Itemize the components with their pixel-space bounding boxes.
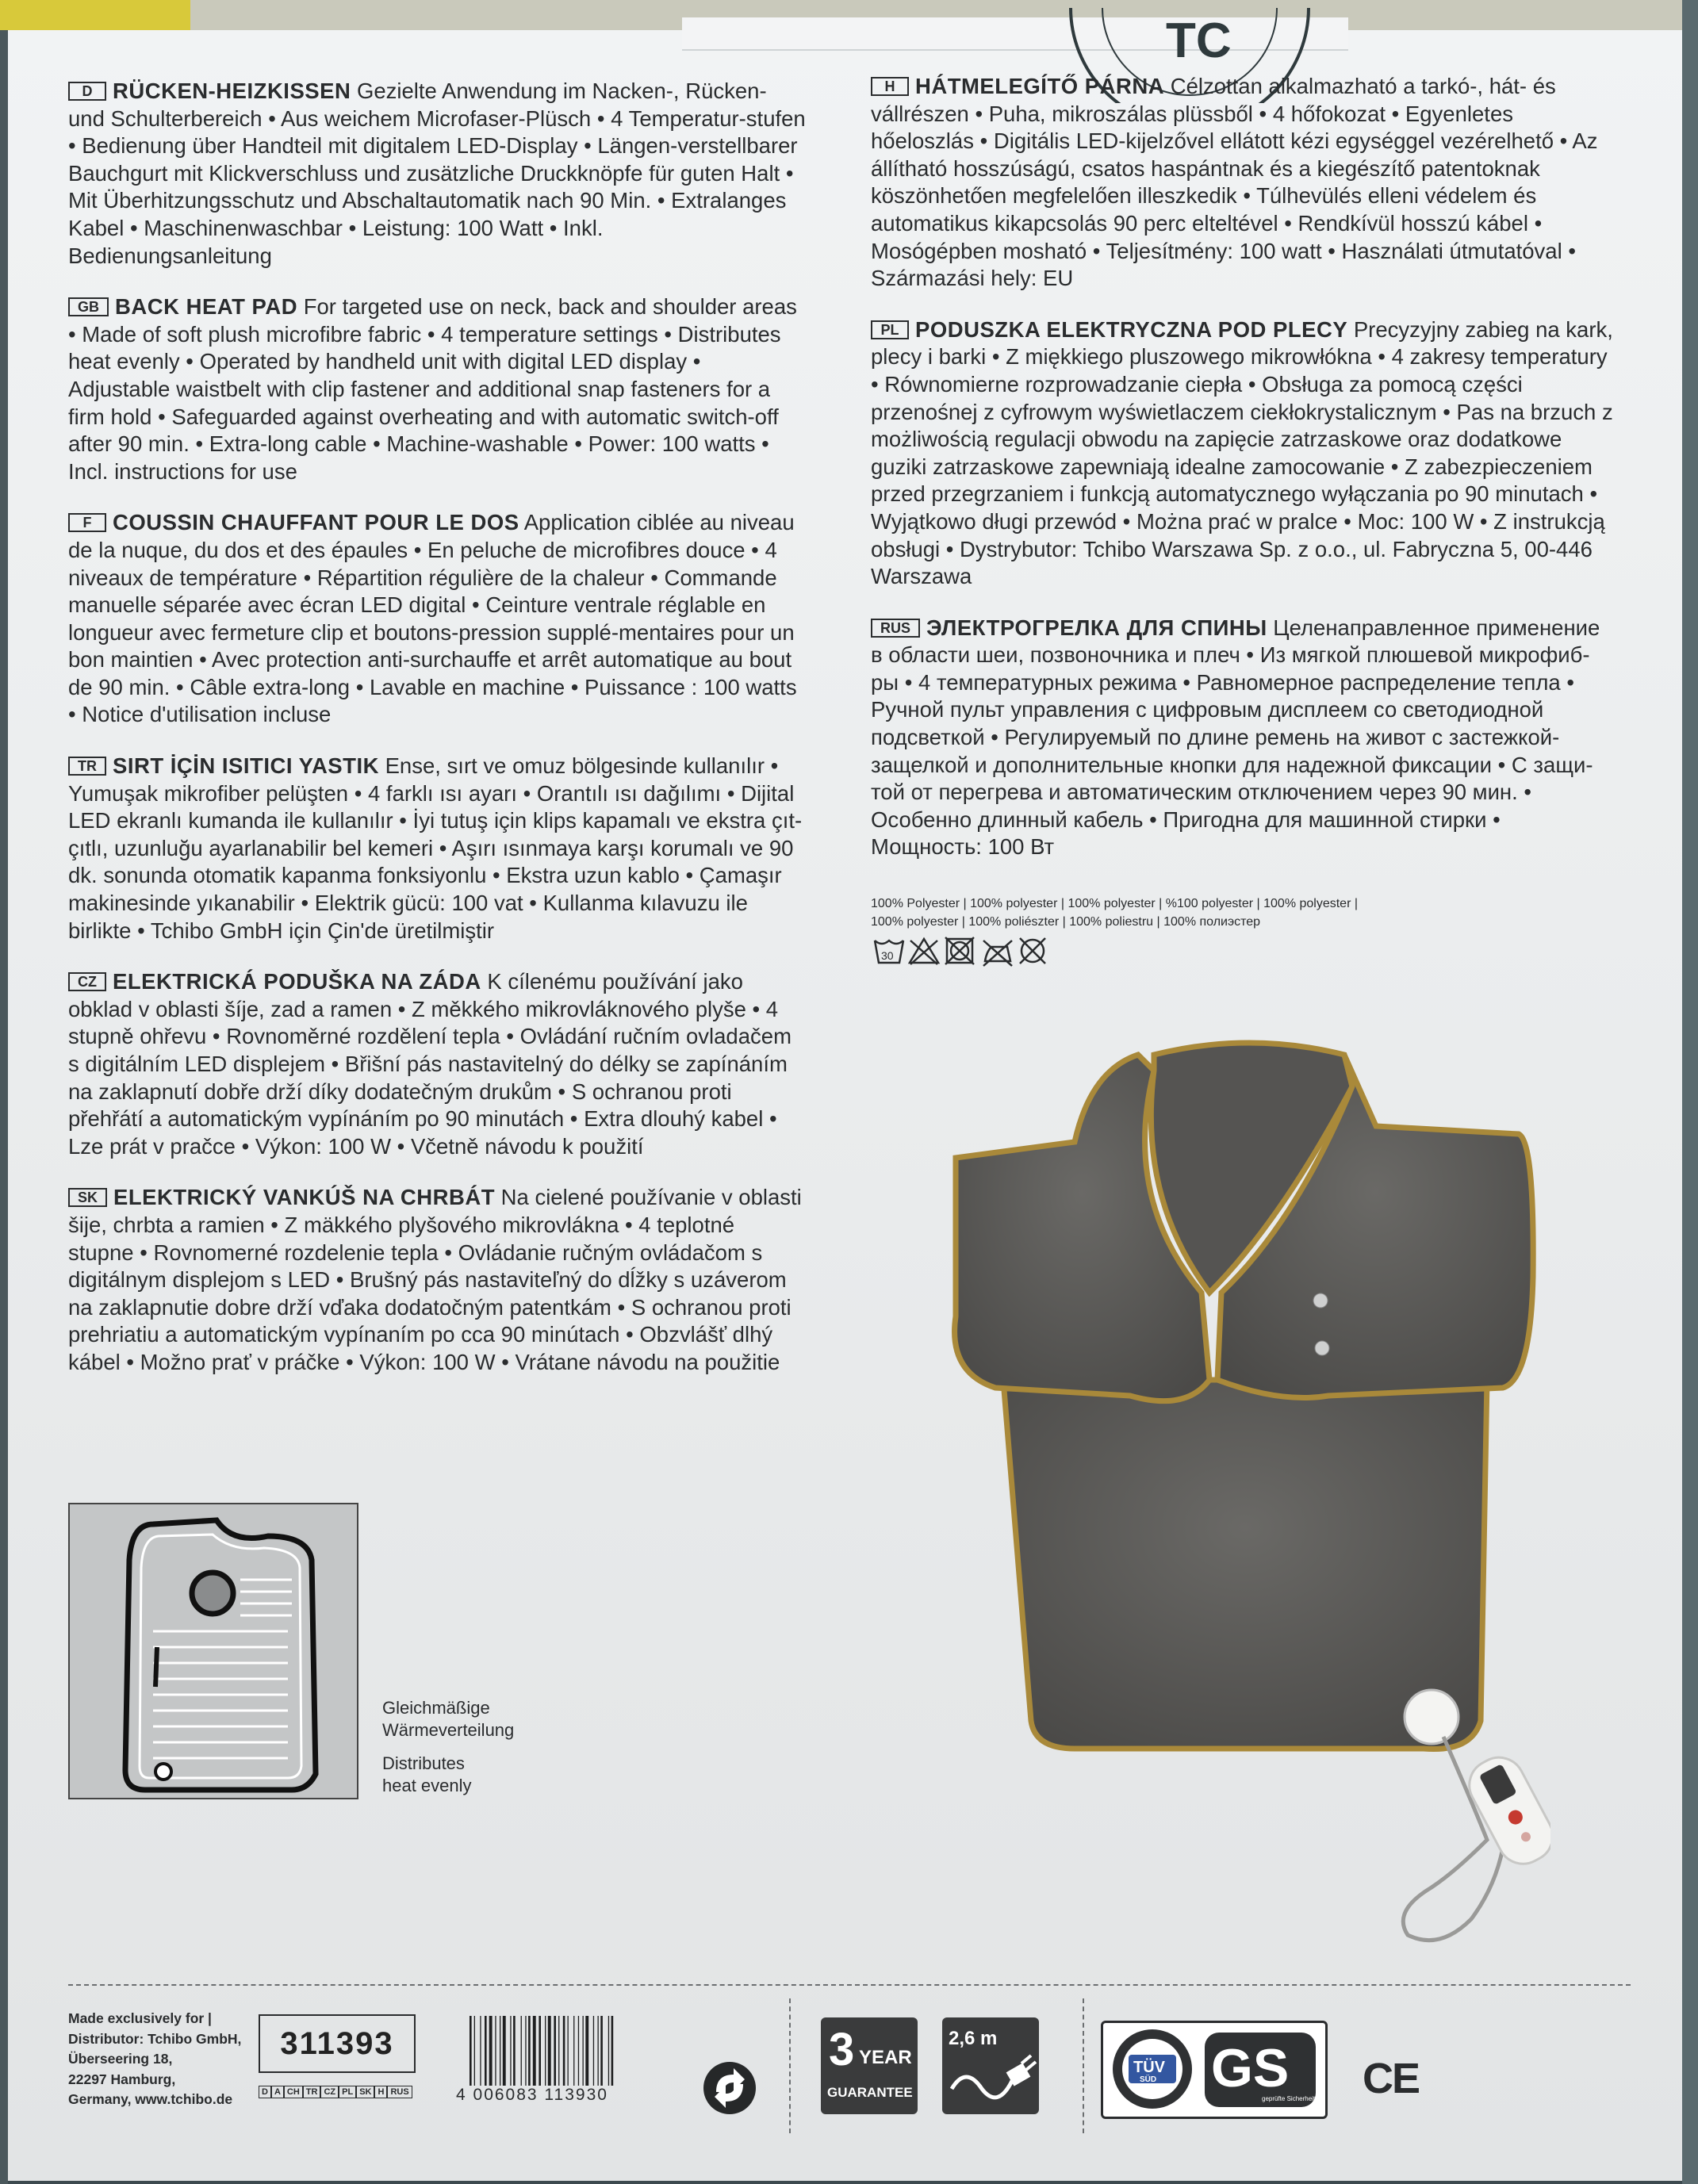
barcode-bar: [585, 2016, 588, 2086]
barcode-bar: [533, 2016, 536, 2086]
section-body: Ense, sırt ve omuz bölgesinde kullanılır • Yumuşak mikrofiber pelüşten • 4 farklı ısı ayarı • Orantılı ısı dağılımı • Dijital LED ekranlı kumanda ile kullanılır • İyi tutuş için klips kapamalı ve ekstra çıt-çıtlı, uzunluğu ayarlanabilir bel kemeri • Aşırı ısınmaya karşı korumalı ve 90 dk. sonunda otomatik kapanma fonksiyonlu • Ekstra uzun kablo • Çamaşır makinesinde yıkanabilir • Elektrik gücü: 100 vat • Kullanma kılavuzu ile birlikte • Tchibo GmbH için Çin'de üretilmiştir: [68, 753, 803, 943]
section-gb: [68, 293, 806, 485]
language-code-box: A: [271, 2086, 284, 2098]
heat-distribution-diagram: [68, 1503, 358, 1799]
lang-tag: H: [871, 77, 909, 96]
address-line: Distributor: Tchibo GmbH,: [68, 2030, 242, 2047]
language-code-box: H: [374, 2086, 387, 2098]
fiber-line-1: 100% Polyester | 100% polyester | 100% polyester | %100 polyester | 100% polyester |: [871, 897, 1359, 910]
barcode-bar: [513, 2016, 516, 2086]
cable-length-badge: [942, 2017, 1039, 2114]
svg-text:30: 30: [881, 949, 894, 962]
barcode-bar: [608, 2016, 609, 2086]
barcode-number: 4 006083 113930: [456, 2086, 608, 2104]
no-bleach-icon: [910, 939, 938, 964]
barcode-bar: [563, 2016, 565, 2086]
section-sk: [68, 1184, 806, 1376]
guarantee-badge: [821, 2017, 918, 2114]
barcode-bar: [528, 2016, 531, 2086]
tuv-label: TÜV: [1133, 2059, 1165, 2076]
barcode-bar: [548, 2016, 551, 2086]
section-body: Célzottan alkalmazható a tarkó-, hát- és vállrészen • Puha, mikroszálas plüssből • 4 hőfokozat • Egyenletes hőeloszlás • Digitális LED-kijelzővel ellátott kézi egységgel vezérelhető • Az állítható hosszúságú, csatos haspántnak és a kiegészítő patentoknak köszönhetően megfelelően illeszkedik • Túlhevülés elleni védelem és automatikus kikapcsolás 90 perc elteltével • Rendkívül hosszú kábel • Mosógépben mosható • Teljesítmény: 100 watt • Használati útmutatóval • Származási hely: EU: [871, 74, 1598, 291]
cable-length: 2,6 m: [949, 2028, 998, 2049]
guarantee-year: YEAR: [859, 2047, 912, 2068]
guarantee-number: 3: [829, 2024, 855, 2075]
caption-en-line-2: heat evenly: [382, 1776, 472, 1795]
footer-divider: [68, 1984, 1631, 1986]
barcode-bar: [489, 2016, 493, 2086]
box-top-yellow-strip: [0, 0, 190, 30]
language-codes: [259, 2086, 412, 2098]
barcode-bar: [525, 2016, 526, 2086]
pad-back-panel: [1003, 1380, 1487, 1749]
section-body: K cílenému používání jako obklad v oblasti šíje, zad a ramen • Z měkkého mikrovláknového plyše • 4 stupně ohřevu • Rovnoměrné rozdělení tepla • Ovládání ručním ovladačem s digitálním LED displejem • Břišní pás nastavitelný do délky se zapínáním na zaklapnutí dobře drží díky dodatečným drukům • S ochranou proti přehřátí a automatickým vypínáním po 90 minutách • Extra dlouhý kabel • Lze prát v pračce • Výkon: 100 W • Včetně návodu k použití: [68, 969, 792, 1159]
barcode-bar: [510, 2016, 511, 2086]
heat-pad-outline-icon: [70, 1504, 357, 1798]
barcode-bar: [485, 2016, 487, 2086]
section-ru: [871, 615, 1616, 861]
wash-30-icon: [875, 941, 903, 963]
barcode-bar: [568, 2016, 569, 2086]
address-line: Germany, www.tchibo.de: [68, 2091, 233, 2107]
caption-en-line-1: Distributes: [382, 1753, 465, 1773]
barcode-bar: [600, 2016, 603, 2086]
no-iron-icon: [983, 941, 1012, 966]
care-symbols: [872, 936, 1055, 967]
heat-pad-product-image: [948, 1039, 1550, 1951]
snap-button-1: [1313, 1293, 1328, 1308]
barcode-bar: [480, 2016, 481, 2086]
section-body: Na cielené používanie v oblasti šije, chrbta a ramien • Z mäkkého plyšového mikrovlákna • 4 teplotné stupne • Rovnomerné rozdelenie tepla • Ovládanie ručným ovládačom s digitálnym displejom s LED • Brušný pás nastaviteľný do dĺžky s uzáverom na zaklapnutie dobre drží vďaka dodatočným patentkám • S ochranou proti prehriatiu a automatickým vypínaním po cca 90 minútach • Obzvlášť dlhý kábel • Možno prať v práčke • Výkon: 100 W • Vrátane návodu na použitie: [68, 1185, 802, 1374]
lang-tag: PL: [871, 320, 909, 339]
section-title: RÜCKEN-HEIZKISSEN: [113, 79, 351, 103]
guarantee-icon: [821, 2017, 918, 2114]
barcode-bar: [474, 2016, 475, 2086]
section-body: Precyzyjny zabieg na kark, plecy i barki • Z miękkiego pluszowego mikrowłókna • 4 zakresy temperatury • Równomierne rozprowadzanie ciepła • Obsługa za pomocą części przenośnej z cyfrowym wyświetlaczem ciekłokrystalicznym • Pas na brzuch z możliwością regulacji obwodu na zapięcie zatrzaskowe oraz dodatkowe guziki zatrzaskowe zapewniają idealne zamocowanie • Z zabezpieczeniem przed przegrzaniem i funkcją automatycznego wyłączania po 90 minutach • Wyjątkowo długi przewód • Można prać w pralce • Moc: 100 W • Z instrukcją obsługi • Dystrybutor: Tchibo Warszawa Sp. z o.o., ul. Fabryczna 5, 00-446 Warszawa: [871, 316, 1613, 589]
section-title: COUSSIN CHAUFFANT POUR LE DOS: [113, 510, 519, 535]
lang-tag: SK: [68, 1188, 107, 1207]
section-hu: [871, 73, 1616, 293]
box-flap-1: [682, 17, 1015, 51]
address-line: 22297 Hamburg,: [68, 2071, 176, 2087]
section-de: [68, 78, 806, 270]
section-pl: [871, 316, 1616, 591]
svg-text:TC: TC: [1166, 13, 1232, 68]
lang-tag: GB: [68, 297, 109, 316]
cable-connector: [1405, 1690, 1458, 1744]
text-column-right: [871, 73, 1616, 885]
plug-icon: [942, 2017, 1039, 2114]
language-code-box: CZ: [320, 2086, 339, 2098]
barcode-bar: [521, 2016, 522, 2086]
lang-tag: CZ: [68, 972, 106, 991]
section-fr: [68, 509, 806, 729]
box-right-edge: [1682, 0, 1698, 2184]
section-title: ЭЛЕКТРОГРЕЛКА ДЛЯ СПИНЫ: [926, 615, 1267, 640]
gs-label: GS: [1211, 2038, 1290, 2098]
section-title: ELEKTRICKÝ VANKÚŠ NA CHRBÁT: [113, 1185, 496, 1210]
language-code-box: PL: [339, 2086, 356, 2098]
article-number: 311393: [259, 2014, 416, 2073]
caption-de-line-1: Gleichmäßige: [382, 1698, 490, 1718]
barcode-bar: [573, 2016, 574, 2086]
distributor-address: [68, 2009, 241, 2110]
lang-tag: F: [68, 513, 106, 532]
ce-mark: CE: [1363, 2055, 1420, 2102]
barcode-bar: [583, 2016, 584, 2086]
section-body: Application ciblée au niveau de la nuque, du dos et des épaules • En peluche de microfibres douce • 4 niveaux de température • Répartition régulière de la chaleur • Commande manuelle séparée avec écran LED digital • Ceinture ventrale réglable en longueur avec fermeture clip et boutons-pression supplé-mentaires pour un bon maintien • Avec protection anti-surchauffe et arrêt automatique au bout de 90 min. • Câble extra-long • Lavable en machine • Puissance : 100 watts • Notice d'utilisation incluse: [68, 510, 797, 727]
caption-en: [382, 1753, 472, 1797]
section-tr: [68, 753, 806, 944]
barcode: [468, 2016, 650, 2086]
language-code-box: CH: [284, 2086, 303, 2098]
barcode-bar: [611, 2016, 614, 2086]
tuv-sub: SÜD: [1140, 2075, 1157, 2084]
barcode-bar: [578, 2016, 579, 2086]
section-title: BACK HEAT PAD: [115, 294, 298, 320]
language-code-box: RUS: [387, 2086, 412, 2098]
section-title: HÁTMELEGÍTŐ PÁRNA: [915, 74, 1165, 98]
section-cz: [68, 968, 806, 1160]
fiber-line-2: 100% polyester | 100% poliészter | 100% poliestru | 100% полиэстер: [871, 915, 1261, 929]
address-line: Überseering 18,: [68, 2051, 173, 2067]
footer-separator-2: [1083, 1998, 1084, 2133]
section-title: SIRT İÇİN ISITICI YASTIK: [113, 753, 379, 779]
barcode-bar: [558, 2016, 559, 2086]
lang-tag: RUS: [871, 619, 920, 638]
tuv-gs-certification: [1101, 2021, 1328, 2119]
section-body: Gezielte Anwendung im Nacken-, Rücken- und Schulterbereich • Aus weichem Microfaser-Plüsch • 4 Temperatur-stufen • Bedienung über Handteil mit digitalem LED-Display • Längen-verstellbarer Bauchgurt mit Klickverschluss und zusätzliche Druckknöpfe für guten Halt • Mit Überhitzungsschutz und Abschaltautomatik nach 90 Min. • Extralanges Kabel • Maschinenwaschbar • Leistung: 100 Watt • Inkl. Bedienungsanleitung: [68, 79, 806, 268]
section-title: ELEKTRICKÁ PODUŠKA NA ZÁDA: [113, 969, 481, 994]
language-code-box: TR: [303, 2086, 321, 2098]
no-dry-clean-icon: [1020, 938, 1045, 964]
barcode-bar: [470, 2016, 472, 2086]
language-code-box: SK: [356, 2086, 374, 2098]
language-code-box: D: [259, 2086, 271, 2098]
barcode-bar: [503, 2016, 506, 2086]
address-line: Made exclusively for |: [68, 2010, 212, 2026]
guarantee-label: GUARANTEE: [827, 2085, 913, 2100]
barcode-bar: [495, 2016, 496, 2086]
text-column-left: [68, 78, 806, 1400]
lang-tag: TR: [68, 757, 106, 776]
caption-de: [382, 1697, 514, 1741]
barcode-bar: [554, 2016, 556, 2086]
box-left-edge: [0, 0, 8, 2184]
barcode-bar: [545, 2016, 546, 2086]
section-body: For targeted use on neck, back and shoulder areas • Made of soft plush microfibre fabric • 4 temperature settings • Distributes heat evenly • Operated by handheld unit with digital LED display • Adjustable waistbelt with clip fastener and additional snap fasteners for a firm hold • Safeguarded against overheating and with automatic switch-off after 90 min. • Extra-long cable • Machine-washable • Power: 100 watts • Incl. instructions for use: [68, 294, 797, 484]
caption-de-line-2: Wärmeverteilung: [382, 1720, 515, 1740]
barcode-bar: [598, 2016, 599, 2086]
snap-button-2: [1315, 1341, 1329, 1355]
recycle-arrows-icon: [702, 2060, 757, 2116]
barcode-bar: [539, 2016, 541, 2086]
gs-sub: geprüfte Sicherheit: [1262, 2095, 1316, 2102]
barcode-bar: [593, 2016, 594, 2086]
footer-separator-1: [789, 1998, 791, 2133]
tuv-gs-icon: [1103, 2023, 1325, 2117]
section-body: Целенаправленное применение в области шеи, позвоночника и плеч • Из мягкой плюшевой микрофиб-ры • 4 температурных режима • Равномерное распределение тепла • Ручной пульт управления с цифровым дисплеем со светодиодной подсветкой • Регулируемый по длине ремень на живот с застежкой-защелкой и дополнительные кнопки для надежной фиксации • С защи-той от перегрева и автоматическим отключением через 90 мин. • Особенно длинный кабель • Пригодна для машинной стирки • Мощность: 100 Вт: [871, 615, 1600, 860]
lang-tag: D: [68, 82, 106, 101]
no-tumble-dry-icon: [945, 937, 974, 964]
fiber-composition: [871, 895, 1585, 931]
section-title: PODUSZKA ELEKTRYCZNA POD PLECY: [915, 316, 1348, 342]
